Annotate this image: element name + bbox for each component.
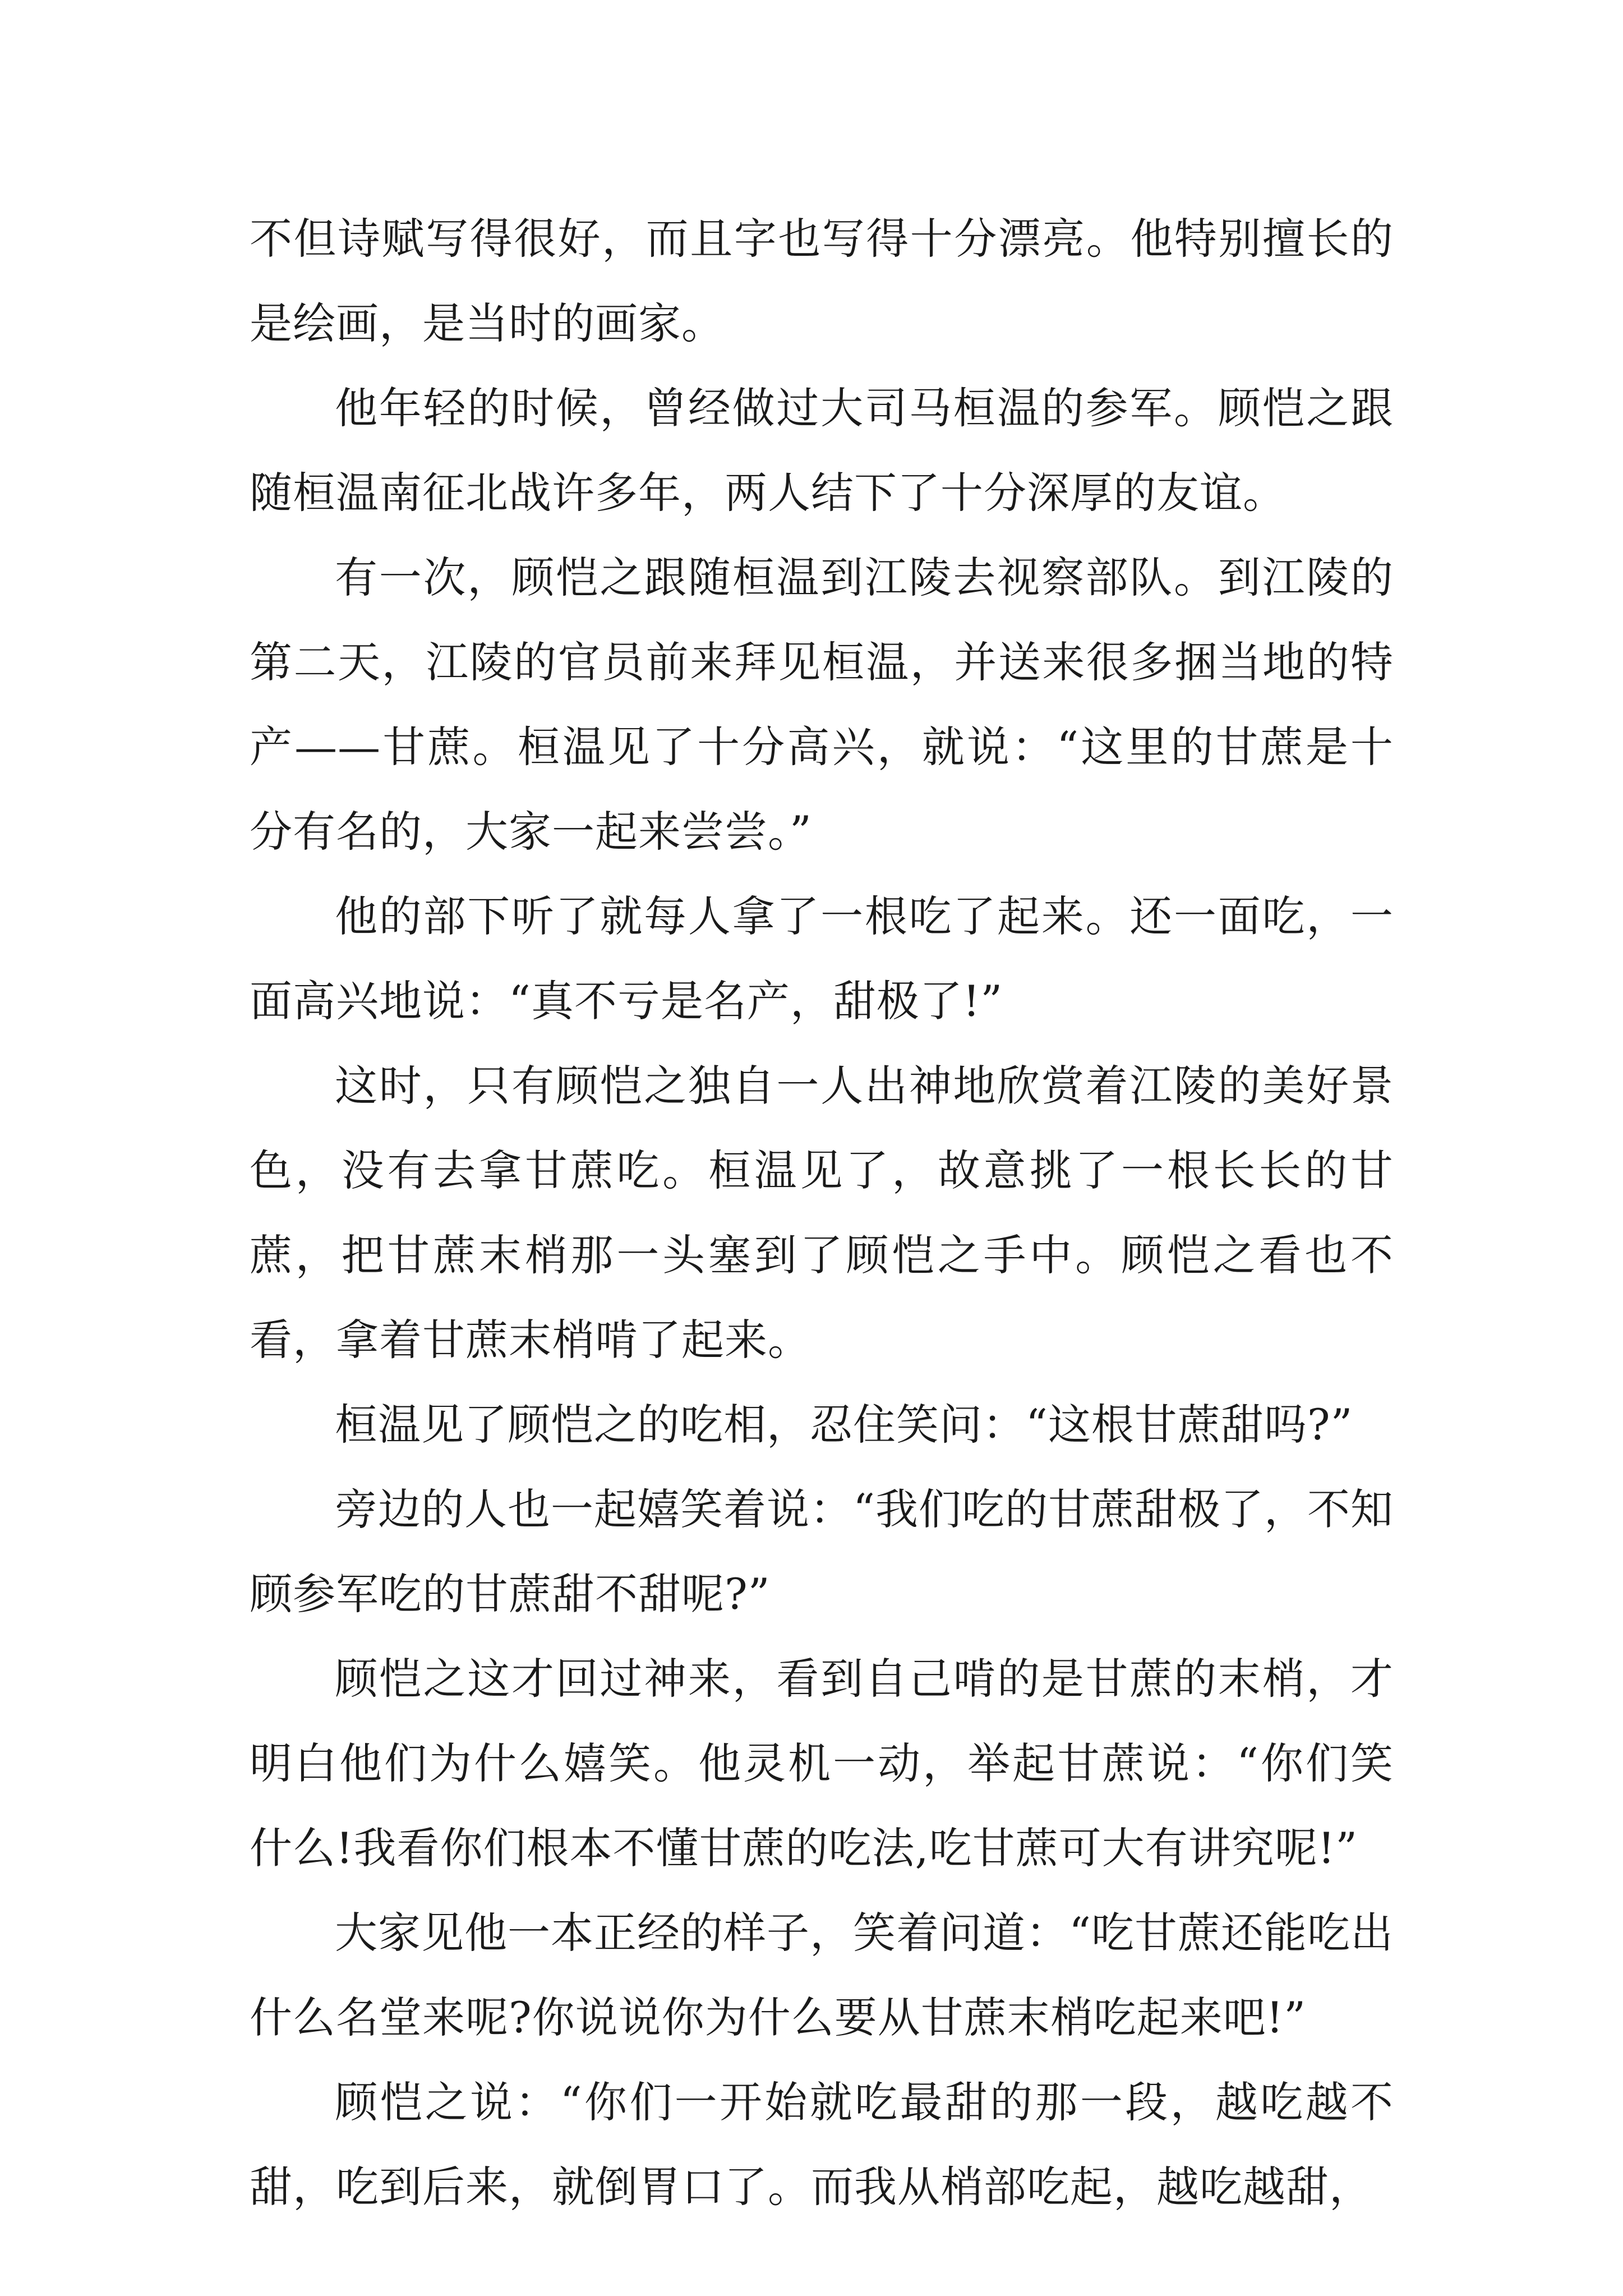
paragraph: 他年轻的时候，曾经做过大司马桓温的参军。顾恺之跟随桓温南征北战许多年，两人结下了十分深厚的友谊。 [250, 383, 1394, 518]
paragraph: 不但诗赋写得很好，而且字也写得十分漂亮。他特别擅长的是绘画，是当时的画家。 [250, 214, 1394, 348]
paragraph: 桓温见了顾恺之的吃相，忍住笑问：“这根甘蔗甜吗?” [335, 1400, 1353, 1450]
paragraph: 他的部下听了就每人拿了一根吃了起来。还一面吃，一面高兴地说：“真不亏是名产，甜极了!” [250, 891, 1394, 1026]
body-text [250, 196, 1394, 2229]
paragraph: 顾恺之这才回过神来，看到自己啃的是甘蔗的末梢，才明白他们为什么嬉笑。他灵机一动，举起甘蔗说：“你们笑什么!我看你们根本不懂甘蔗的吃法,吃甘蔗可大有讲究呢!” [250, 1654, 1394, 1873]
paragraph: 顾恺之说：“你们一开始就吃最甜的那一段，越吃越不甜，吃到后来，就倒胃口了。而我从梢部吃起，越吃越甜， [250, 2077, 1394, 2212]
paragraph: 大家见他一本正经的样子，笑着问道：“吃甘蔗还能吃出什么名堂来呢?你说说你为什么要从甘蔗末梢吃起来吧!” [250, 1908, 1394, 2042]
paragraph: 有一次，顾恺之跟随桓温到江陵去视察部队。到江陵的第二天，江陵的官员前来拜见桓温，并送来很多捆当地的特产——甘蔗。桓温见了十分高兴，就说：“这里的甘蔗是十分有名的，大家一起来尝尝。” [250, 553, 1394, 857]
paragraph: 旁边的人也一起嬉笑着说：“我们吃的甘蔗甜极了，不知顾参军吃的甘蔗甜不甜呢?” [250, 1484, 1394, 1619]
paragraph: 这时，只有顾恺之独自一人出神地欣赏着江陵的美好景色，没有去拿甘蔗吃。桓温见了，故意挑了一根长长的甘蔗，把甘蔗末梢那一头塞到了顾恺之手中。顾恺之看也不看，拿着甘蔗末梢啃了起来。 [250, 1061, 1394, 1365]
